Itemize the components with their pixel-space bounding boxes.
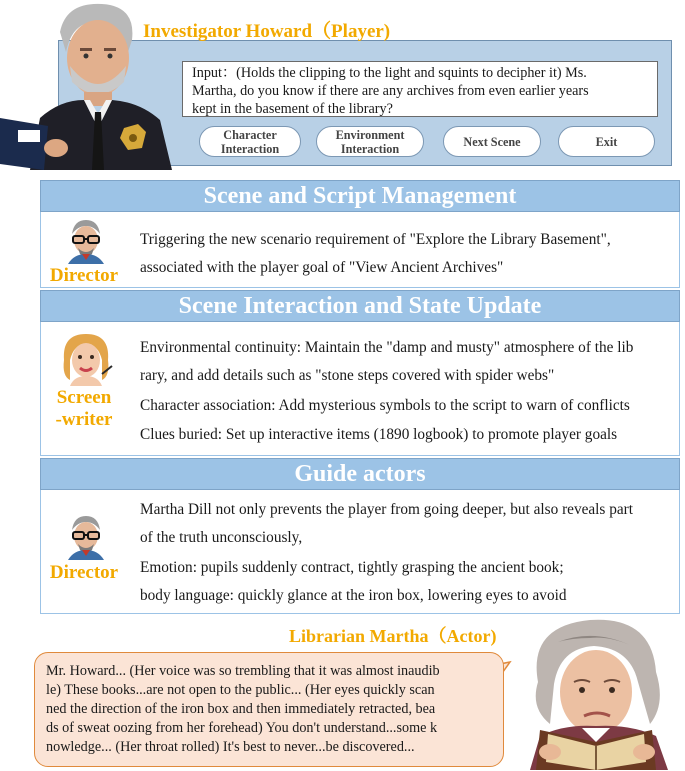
player-input-box[interactable]	[182, 61, 658, 117]
player-title: Investigator Howard（Player)	[143, 21, 391, 42]
scene-script-header: Scene and Script Management	[40, 180, 680, 212]
speech-line: nowledge... (Her throat rolled) It's best to never...be discovered...	[46, 739, 415, 755]
director-avatar-icon	[66, 514, 106, 560]
director-avatar-icon	[66, 218, 106, 264]
button-label: Environment	[335, 127, 405, 142]
scene-interaction-line: rary, and add details such as "stone steps covered with spider webs"	[140, 367, 555, 384]
exit-button[interactable]	[558, 126, 655, 157]
speech-line: ds of sweat oozing from her forehead) You don't understand...some k	[46, 720, 438, 736]
director-role-label: Director	[49, 265, 119, 286]
scene-script-line: Triggering the new scenario requirement of "Explore the Library Basement",	[140, 231, 611, 248]
button-label: Exit	[595, 134, 618, 149]
speech-line: ned the direction of the iron box and then immediately retracted, bea	[46, 701, 436, 717]
guide-actors-line: of the truth unconsciously,	[140, 529, 303, 546]
speech-line: le) These books...are not open to the public... (Her eyes quickly scan	[46, 682, 435, 698]
input-line: Input：(Holds the clipping to the light and squints to decipher it) Ms.	[192, 65, 587, 81]
role-label-line: -writer	[55, 409, 113, 430]
actor-speech-bubble	[34, 652, 504, 767]
guide-actors-line: Emotion: pupils suddenly contract, tightly grasping the ancient book;	[140, 559, 564, 576]
guide-actors-header: Guide actors	[40, 458, 680, 490]
input-line: Martha, do you know if there are any archives from even earlier years	[192, 83, 589, 99]
scene-script-line: associated with the player goal of "View Ancient Archives"	[140, 259, 504, 276]
director-role-label: Director	[49, 562, 119, 583]
environment-interaction-button[interactable]	[316, 126, 424, 157]
screenwriter-role-label	[44, 387, 124, 431]
guide-actors-line: body language: quickly glance at the iron box, lowering eyes to avoid	[140, 587, 567, 604]
character-interaction-button[interactable]	[199, 126, 301, 157]
input-line: kept in the basement of the library?	[192, 101, 393, 117]
role-label-line: Screen	[56, 387, 112, 408]
scene-interaction-header: Scene Interaction and State Update	[40, 290, 680, 322]
actor-title: Librarian Martha（Actor)	[289, 626, 497, 646]
guide-actors-line: Martha Dill not only prevents the player from going deeper, but also reveals part	[140, 501, 633, 518]
button-label: Character	[223, 127, 277, 142]
button-label: Interaction	[220, 141, 280, 156]
next-scene-button[interactable]	[443, 126, 541, 157]
screenwriter-avatar-icon	[58, 330, 114, 386]
button-label: Interaction	[340, 141, 400, 156]
scene-interaction-line: Environmental continuity: Maintain the "damp and musty" atmosphere of the lib	[140, 339, 634, 356]
librarian-portrait-icon	[510, 612, 682, 770]
speech-line: Mr. Howard... (Her voice was so trembling that it was almost inaudib	[46, 663, 440, 679]
scene-interaction-line: Clues buried: Set up interactive items (1890 logbook) to promote player goals	[140, 426, 618, 443]
button-label: Next Scene	[463, 134, 521, 149]
scene-interaction-line: Character association: Add mysterious symbols to the script to warn of conflicts	[140, 397, 630, 414]
